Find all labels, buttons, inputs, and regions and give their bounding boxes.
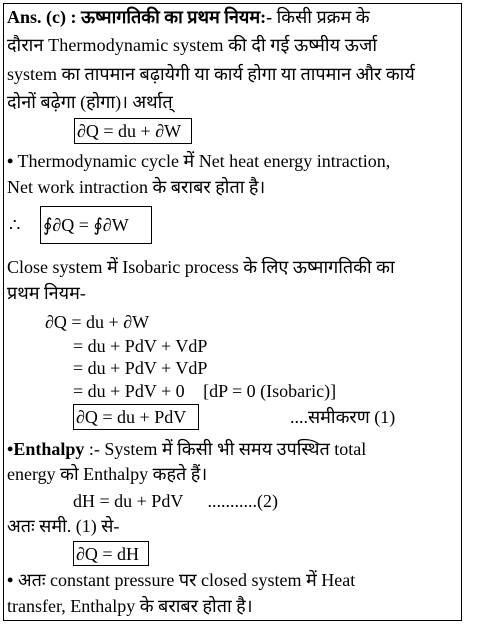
closed-eq4 xyxy=(73,380,336,402)
first-law-heading: : ऊष्मागतिकी का प्रथम नियम:- xyxy=(70,7,273,27)
answer-line4: दोनों बढ़ेगा (होगा)। अर्थात् xyxy=(7,92,173,112)
first-law-equation: ∂Q = du + ∂W xyxy=(74,118,192,144)
conclusion-line1 xyxy=(7,569,355,591)
equation1-ref: ....समीकरण (1) xyxy=(290,407,396,427)
enthalpy-title: Enthalpy xyxy=(13,439,85,459)
answer-line2: दौरान Thermodynamic system की दी गई ऊष्मीय ऊर्जा xyxy=(7,35,378,55)
closed-eq5-boxed: ∂Q = du + PdV xyxy=(73,404,199,430)
answer-label: Ans. (c) xyxy=(7,7,66,27)
cycle-line1-text: Thermodynamic cycle में Net heat energy intraction, xyxy=(17,151,391,171)
enthalpy-eq-line xyxy=(73,490,278,512)
enthalpy-line2: energy को Enthalpy कहते हैं। xyxy=(7,464,208,484)
conclusion-line2: transfer, Enthalpy के बराबर होता है। xyxy=(7,596,253,616)
closed-line1: Close system में Isobaric process के लिए ऊष्मागतिकी का xyxy=(7,257,395,277)
enthalpy-line1 xyxy=(7,438,366,460)
therefore-symbol: ∴ xyxy=(9,215,21,235)
from-equation-line: अतः समी. (1) से- xyxy=(7,516,120,536)
bullet-icon: • xyxy=(7,151,14,171)
answer-line3: system का तापमान बढ़ायेगी या कार्य होगा या तापमान और कार्य xyxy=(7,64,415,84)
closed-eq1: ∂Q = du + ∂W xyxy=(45,312,150,332)
cycle-integral-equation: ∮∂Q = ∮∂W xyxy=(40,206,152,244)
equation2-ref: ...........(2) xyxy=(207,491,278,511)
bullet-icon: • xyxy=(7,570,14,590)
closed-eq3: = du + PdV + VdP xyxy=(73,358,208,378)
conclusion-line1-text: अतः constant pressure पर closed system में Heat xyxy=(17,570,356,590)
final-equation-boxed: ∂Q = dH xyxy=(73,541,149,566)
enthalpy-line1-rest: :- System में किसी भी समय उपस्थित total xyxy=(88,439,367,459)
cycle-line1 xyxy=(7,150,390,172)
bullet-icon: • xyxy=(7,439,14,459)
closed-eq2: = du + PdV + VdP xyxy=(73,336,208,356)
closed-line2: प्रथम नियम- xyxy=(7,283,86,303)
closed-eq4-text: = du + PdV + 0 xyxy=(73,381,185,401)
answer-line1-rest: किसी प्रक्रम के xyxy=(276,7,370,27)
isobaric-note: [dP = 0 (Isobaric)] xyxy=(203,381,337,401)
cycle-line2: Net work intraction के बराबर होता है। xyxy=(7,177,266,197)
answer-heading-line xyxy=(7,6,370,28)
enthalpy-eq: dH = du + PdV xyxy=(73,491,183,511)
